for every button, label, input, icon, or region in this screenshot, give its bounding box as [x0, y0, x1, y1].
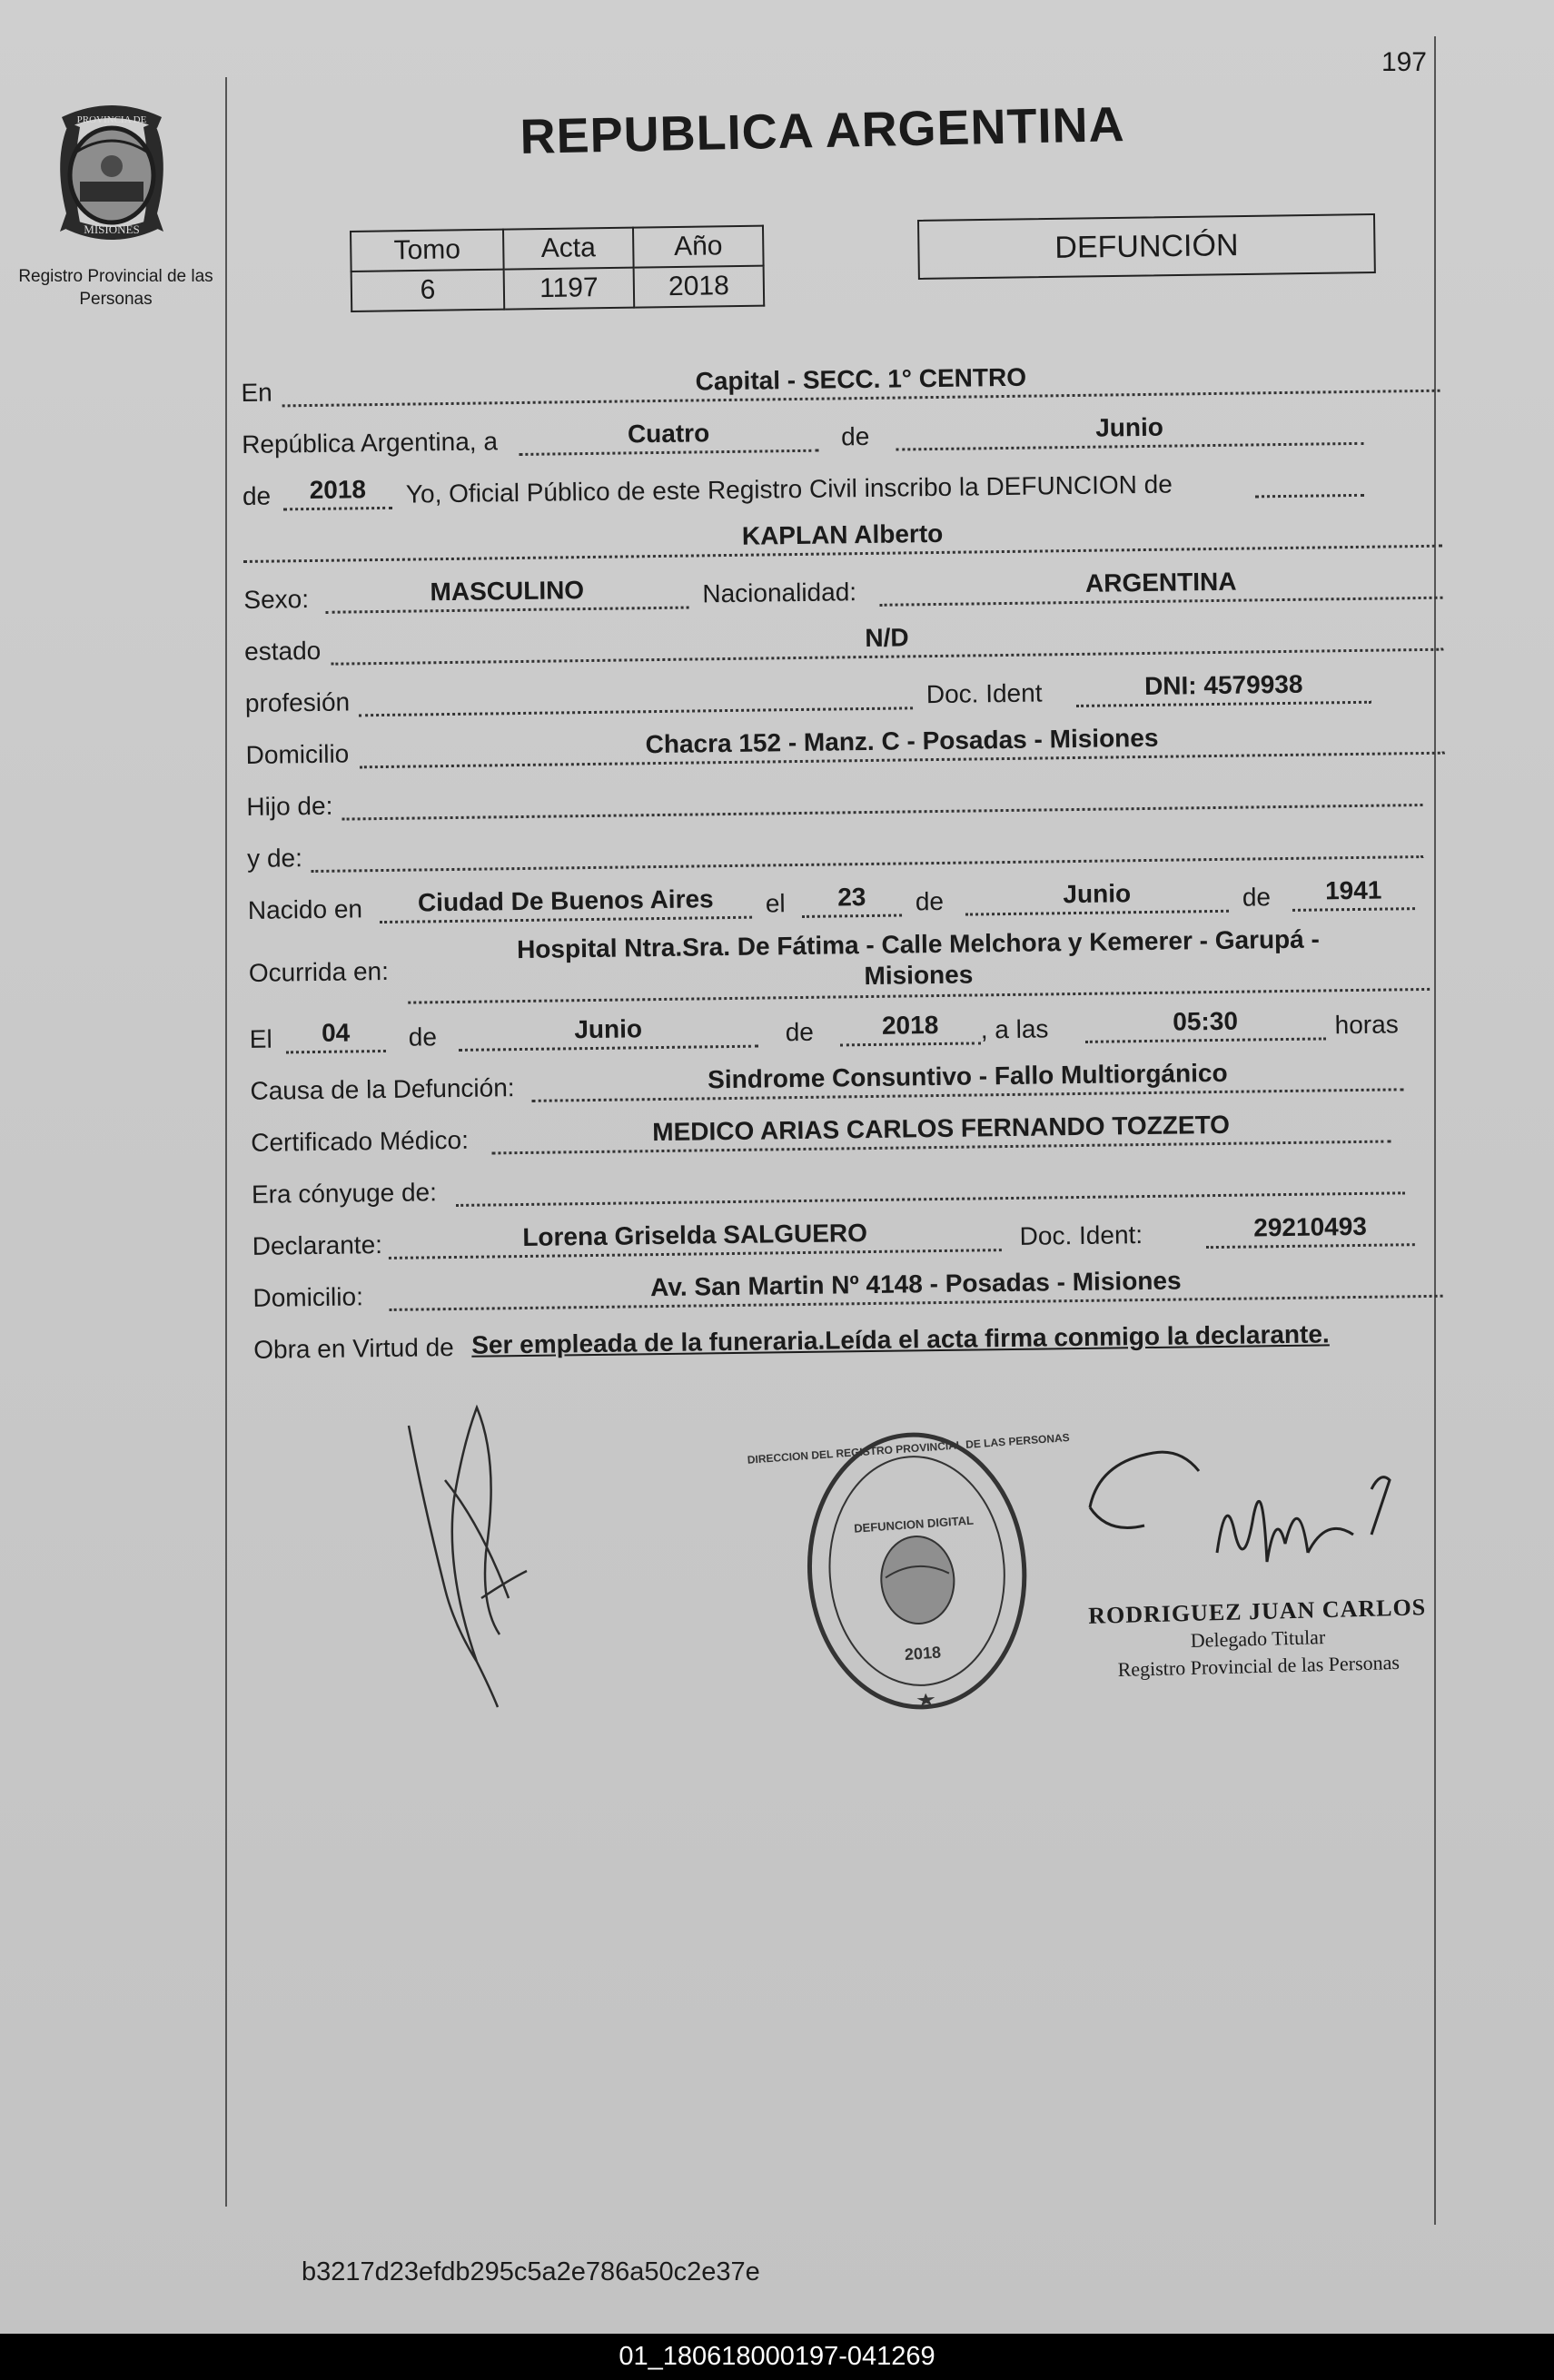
label-de: de [915, 886, 945, 916]
label-causa: Causa de la Defunción: [250, 1073, 515, 1105]
value-certificado: MEDICO ARIAS CARLOS FERNANDO TOZZETO [652, 1110, 1231, 1147]
left-margin-line [225, 77, 227, 2207]
label-de: de [785, 1017, 815, 1047]
svg-text:DIRECCION DEL REGISTRO PROVINC: DIRECCION DEL REGISTRO PROVINCIAL DE LAS PERSONAS [747, 1430, 1071, 1467]
dotted-line [1255, 494, 1364, 499]
label-el: el [765, 889, 786, 918]
dotted-line [459, 1045, 758, 1052]
dotted-line [965, 910, 1229, 916]
value-ocurrida-linea2: Misiones [864, 960, 974, 991]
dotted-line [802, 914, 902, 918]
value-nacionalidad: ARGENTINA [1084, 567, 1237, 597]
dotted-line [840, 1042, 981, 1046]
value-domicilio-declarante: Av. San Martin Nº 4148 - Posadas - Misiones [649, 1266, 1182, 1302]
officer-office: Registro Provincial de las Personas [1117, 1650, 1401, 1682]
value-ocurrida-linea1: Hospital Ntra.Sra. De Fátima - Calle Melchora y Kemerer - Garupá - [516, 924, 1321, 964]
label-horas: horas [1334, 1010, 1399, 1040]
label-hijo-de: Hijo de: [246, 791, 333, 821]
label-a-las: , a las [980, 1014, 1049, 1044]
label-y-de: y de: [246, 844, 303, 873]
value-declarante: Lorena Griselda SALGUERO [522, 1219, 868, 1252]
dotted-line [283, 507, 392, 511]
label-sexo: Sexo: [243, 585, 310, 614]
svg-text:PROVINCIA DE: PROVINCIA DE [76, 114, 147, 125]
ref-header-tomo: Tomo [351, 230, 504, 272]
value-dia-inscripcion: Cuatro [627, 419, 710, 449]
label-republica: República Argentina, a [241, 427, 499, 459]
dotted-line [1085, 1037, 1326, 1042]
dotted-line [286, 1050, 386, 1053]
dotted-line [1206, 1243, 1415, 1249]
value-obra-en-virtud: Ser empleada de la funeraria.Leída el acta firma conmigo la declarante. [470, 1319, 1330, 1359]
value-domicilio: Chacra 152 - Manz. C - Posadas - Misiones [645, 723, 1159, 759]
label-de: de [1242, 883, 1272, 912]
label-de: de [840, 421, 870, 451]
page-title: REPUBLICA ARGENTINA [520, 97, 1126, 164]
document-hash: b3217d23efdb295c5a2e786a50c2e37e [302, 2257, 760, 2286]
official-stamp [747, 1413, 1071, 1737]
label-domicilio: Domicilio [245, 739, 350, 769]
value-mes-nacimiento: Junio [1063, 879, 1132, 909]
ref-value-tomo: 6 [351, 270, 505, 311]
label-domicilio-declarante: Domicilio: [252, 1282, 364, 1312]
officer-name: RODRIGUEZ JUAN CARLOS [1087, 1594, 1427, 1629]
value-sexo: MASCULINO [430, 576, 585, 607]
label-en: En [241, 378, 272, 407]
value-ano-nacimiento: 1941 [1324, 875, 1382, 905]
value-causa: Sindrome Consuntivo - Fallo Multiorgánico [707, 1058, 1228, 1094]
value-doc-ident: DNI: 4579938 [1143, 669, 1303, 701]
ref-header-ano: Año [633, 226, 764, 268]
label-doc-ident-declarante: Doc. Ident: [1019, 1220, 1143, 1250]
value-dia-nacimiento: 23 [836, 883, 866, 912]
value-dia-defuncion: 04 [321, 1018, 351, 1047]
registry-name: Registro Provincial de las Personas [18, 267, 213, 309]
death-record-form [241, 346, 1457, 1370]
svg-text:DEFUNCION DIGITAL: DEFUNCION DIGITAL [853, 1513, 975, 1536]
declarant-signature [391, 1389, 572, 1716]
value-mes-inscripcion: Junio [1094, 412, 1164, 442]
value-ano-defuncion: 2018 [881, 1011, 939, 1040]
record-type-box: DEFUNCIÓN [917, 213, 1376, 280]
ref-header-acta: Acta [503, 228, 634, 270]
label-conyuge: Era cónyuge de: [251, 1178, 438, 1209]
officer-block [1084, 1594, 1431, 1684]
ref-value-acta: 1197 [504, 268, 635, 310]
value-doc-ident-declarante: 29210493 [1253, 1211, 1368, 1242]
label-estado: estado [243, 636, 322, 666]
label-nacido-en: Nacido en [247, 894, 363, 924]
value-hora-defuncion: 05:30 [1173, 1006, 1239, 1036]
label-doc-ident: Doc. Ident [925, 678, 1043, 709]
label-declarante: Declarante: [252, 1230, 383, 1260]
officer-role: Delegado Titular [1190, 1625, 1326, 1652]
label-de: de [408, 1022, 438, 1052]
label-profesion: profesión [244, 687, 351, 717]
label-de: de [242, 481, 272, 510]
value-lugar-nacimiento: Ciudad De Buenos Aires [417, 884, 714, 917]
officer-signature [1081, 1435, 1417, 1598]
dotted-line [1076, 701, 1371, 707]
ref-value-ano: 2018 [634, 266, 765, 308]
dotted-line [1292, 907, 1415, 912]
value-estado: N/D [865, 623, 909, 653]
dotted-line [519, 449, 818, 456]
value-ano-inscripcion: 2018 [309, 475, 367, 505]
svg-text:MISIONES: MISIONES [84, 222, 140, 236]
value-nombre: KAPLAN Alberto [741, 518, 944, 550]
file-id-bar: 01_180618000197-041269 [0, 2334, 1554, 2380]
label-el: El [249, 1024, 272, 1053]
reference-table [350, 225, 765, 312]
coat-of-arms-icon [44, 95, 180, 250]
province-coat-of-arms [44, 95, 180, 250]
svg-text:2018: 2018 [904, 1643, 942, 1664]
label-nacionalidad: Nacionalidad: [702, 578, 857, 608]
value-en: Capital - SECC. 1° CENTRO [695, 362, 1027, 396]
page-number: 197 [1381, 47, 1427, 77]
inscription-statement: Yo, Oficial Público de este Registro Civil inscribo la DEFUNCION de [405, 469, 1173, 509]
label-obra-en-virtud: Obra en Virtud de [253, 1333, 454, 1364]
label-certificado: Certificado Médico: [251, 1125, 470, 1157]
value-mes-defuncion: Junio [574, 1014, 643, 1044]
label-ocurrida-en: Ocurrida en: [248, 956, 390, 987]
